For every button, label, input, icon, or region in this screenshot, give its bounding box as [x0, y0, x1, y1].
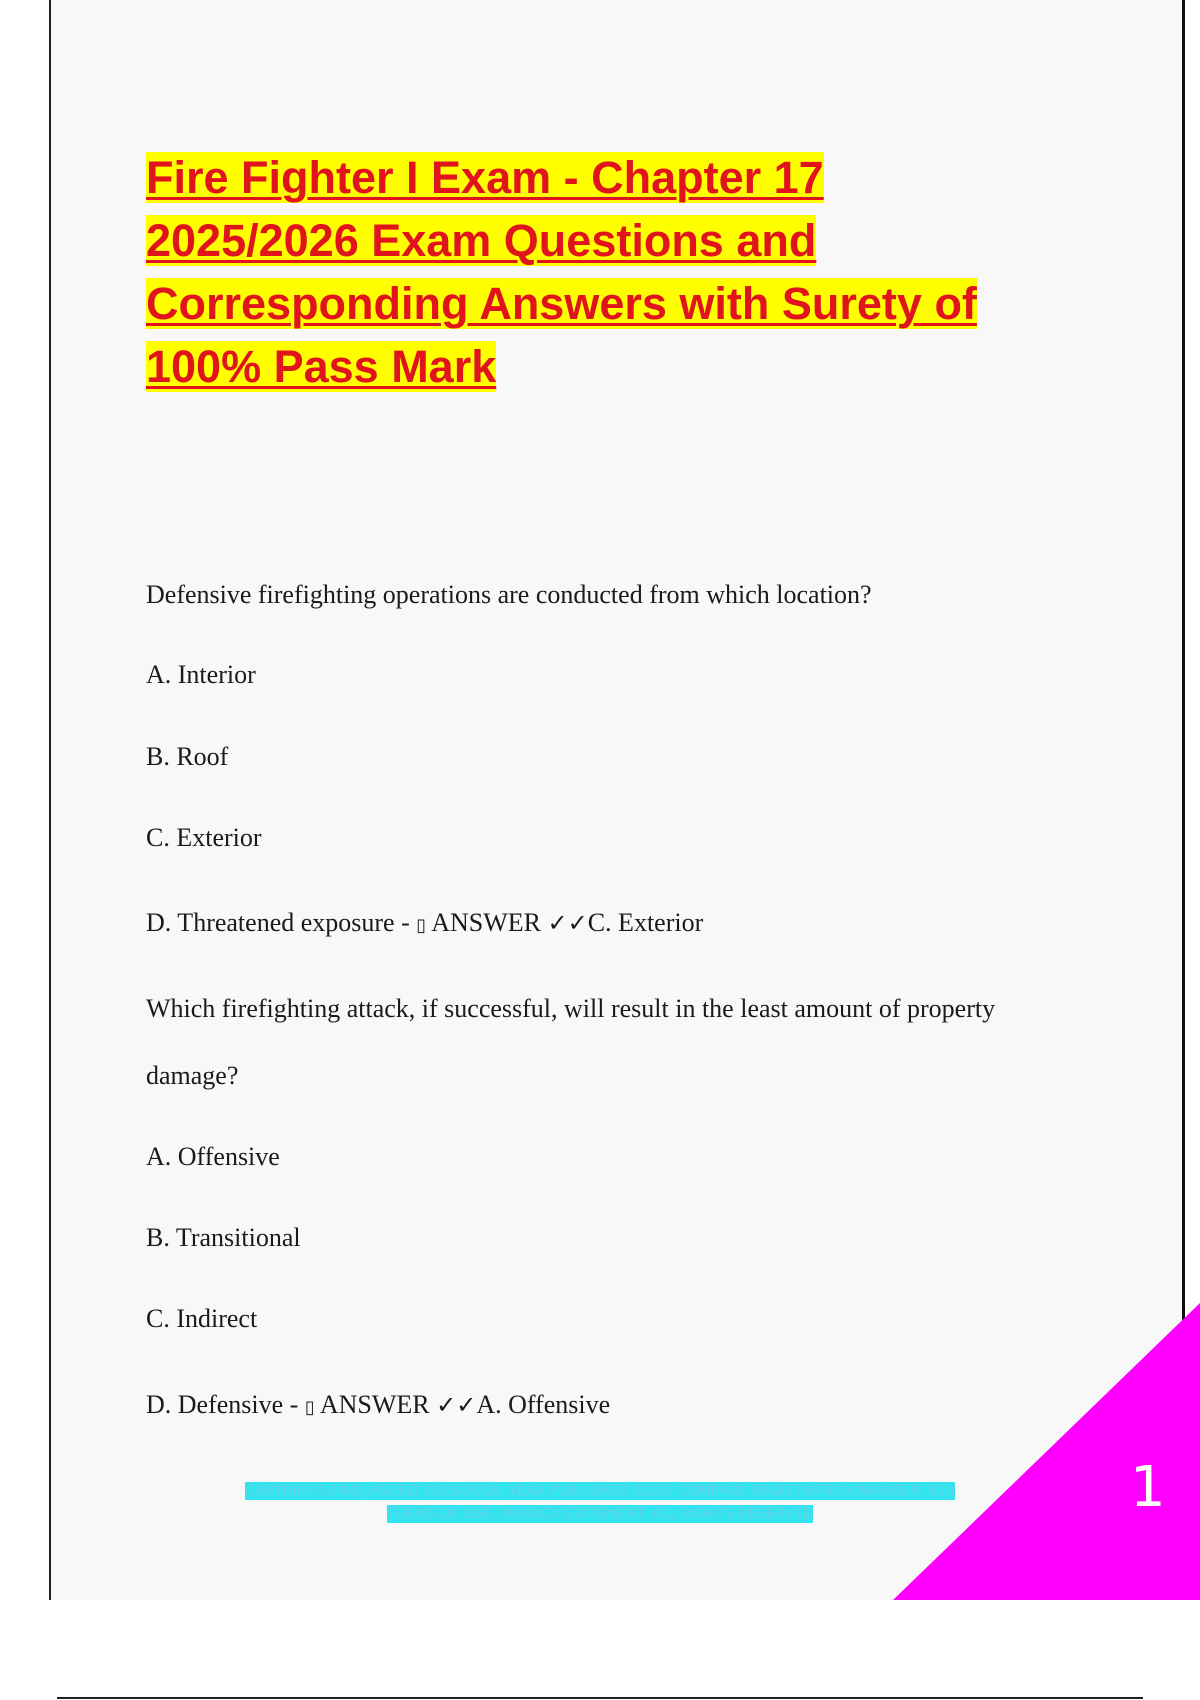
page-number: 1: [1130, 1455, 1166, 1520]
question-2-option-a: A. Offensive: [146, 1142, 280, 1171]
title-line-3: Corresponding Answers with Surety of: [146, 278, 977, 329]
question-2-answer: A. Offensive: [476, 1390, 611, 1419]
question-1-option-d: D. Threatened exposure -: [146, 908, 417, 937]
title-line-4: 100% Pass Mark: [146, 341, 497, 392]
question-1: Defensive firefighting operations are conducted from which location?: [146, 580, 872, 609]
question-2-option-b: B. Transitional: [146, 1223, 301, 1252]
copyright-line-2: TERMS OF USE. PRIVACY STATEMENT. ALL RIGHTS RESERVED: [386, 1506, 814, 1522]
question-2-line-2: damage?: [146, 1061, 239, 1090]
double-check-icon: ✓✓: [436, 1391, 477, 1419]
title-line-2: 2025/2026 Exam Questions and: [146, 215, 817, 266]
footer-divider: [57, 1697, 1143, 1699]
question-1-option-a: A. Interior: [146, 660, 256, 689]
question-2-option-c: C. Indirect: [146, 1304, 258, 1333]
title-line-1: Fire Fighter I Exam - Chapter 17: [146, 152, 824, 203]
copyright-line-1: COPYRIGHT©NINJANERD 2025/2026. YEAR PUBLISHED 2025. COMPANY REGISTRATION NUMBER: 619: [245, 1483, 955, 1499]
question-2-option-d: D. Defensive -: [146, 1390, 305, 1419]
missing-glyph-icon: ▯: [416, 915, 427, 936]
question-1-answer: C. Exterior: [587, 908, 704, 937]
missing-glyph-icon: ▯: [304, 1397, 315, 1418]
question-1-option-c: C. Exterior: [146, 823, 262, 852]
answer-label: ANSWER: [314, 1390, 437, 1419]
question-1-option-b: B. Roof: [146, 742, 229, 771]
double-check-icon: ✓✓: [547, 909, 588, 937]
question-2-line-1: Which firefighting attack, if successful, will result in the least amount of property: [146, 994, 996, 1023]
answer-label: ANSWER: [426, 908, 548, 937]
